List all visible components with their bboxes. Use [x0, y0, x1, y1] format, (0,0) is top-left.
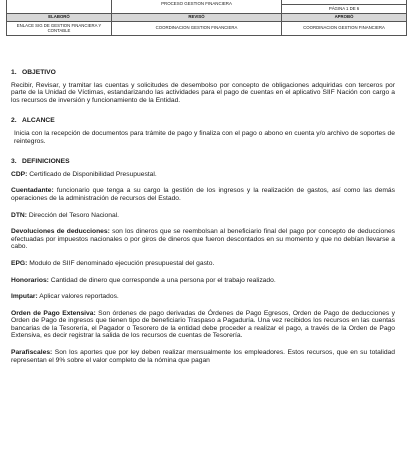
definition-item	[11, 349, 395, 364]
header-logo-cell	[7, 0, 112, 14]
definition-text: funcionario que tenga a su cargo la gestión de los ingresos y la realización de gastos, así como las demás operaciones de la administración de recursos del Estado.	[11, 187, 395, 202]
header-process-title: PROCESO GESTION FINANCIERA	[112, 0, 282, 14]
definition-term: Imputar:	[11, 293, 38, 301]
header-label-aprobo: APROBÓ	[282, 14, 407, 22]
header-label-reviso: REVISÓ	[112, 14, 282, 22]
definition-text: son los dineros que se reembolsan al beneficiario final del pago por concepto de deducciones efectuadas por impuestos nacionales o por giros de dineros que fueron descontados en su momento y que no debían llevarse a cabo.	[11, 228, 396, 251]
definition-text: Son los aportes que por ley deben realizar mensualmente los empleadores. Estos recursos, que en su totalidad representan el 9% sobre el valor completo de la nómina que pagan	[11, 349, 395, 364]
definition-item	[11, 187, 395, 202]
header-page-number: PÁGINA 1 DE 6	[282, 4, 406, 14]
section-number: 1.	[11, 69, 17, 76]
definition-text: Aplicar valores reportados.	[37, 293, 119, 301]
header-value-aprobo: COORDINACION GESTION FINANCIERA	[282, 22, 407, 36]
definition-item	[11, 260, 395, 268]
definition-item	[11, 228, 395, 251]
definition-term: CDP:	[11, 170, 28, 178]
header-value-reviso: COORDINACION GESTION FINANCIERA	[112, 22, 282, 36]
definition-text: Modulo de SIIF denominado ejecución presupuestal del gasto.	[27, 259, 215, 267]
header-value-elaboro: ENLACE SIG DE GESTION FINANCIERA Y CONTABLE	[7, 22, 112, 36]
definition-term: Honorarios:	[11, 276, 49, 284]
header-meta-cell	[282, 0, 407, 14]
section-title: DEFINICIONES	[22, 158, 70, 166]
definition-term: Orden de Pago Extensiva:	[11, 309, 96, 317]
definition-item	[11, 310, 395, 340]
section-heading-alcance	[11, 117, 395, 125]
definition-item	[11, 277, 395, 285]
definition-item	[11, 212, 395, 220]
definition-term: DTN:	[11, 211, 27, 219]
document-body	[11, 69, 395, 373]
section-title: OBJETIVO	[22, 69, 56, 76]
header-label-elaboro: ELABORÓ	[7, 14, 112, 22]
section-text-objetivo: Recibir, Revisar, y tramitar las cuentas y solicitudes de desembolso por concepto de obligaciones adquiridas con terceros por parte de la Unidad de Víctimas, estandarizando las actividades para el pago de cuentas en el aplicativo SIIF Nación con cargo a los recursos de inversión y funcionamiento de la Entidad.	[11, 81, 395, 104]
definition-item	[11, 293, 395, 301]
definition-text: Certificado de Disponibilidad Presupuestal.	[27, 170, 157, 178]
section-number: 3.	[11, 158, 17, 166]
definition-term: Parafiscales:	[11, 349, 53, 357]
section-text-alcance: Inicia con la recepción de documentos para trámite de pago y finaliza con el pago o abono en cuenta y/o archivo de soportes de reintegros.	[14, 129, 395, 145]
definition-term: Devoluciones de deducciones:	[11, 228, 110, 236]
section-heading-objetivo	[11, 69, 395, 77]
definition-text: Cantidad de dinero que corresponde a una persona por el trabajo realizado.	[48, 276, 276, 284]
section-title: ALCANCE	[22, 117, 55, 125]
definition-item	[11, 171, 395, 179]
section-number: 2.	[11, 117, 17, 125]
document-header-table	[6, 0, 407, 36]
definition-term: EPG:	[11, 259, 28, 267]
definition-term: Cuentadante:	[11, 187, 54, 195]
definition-text: Son órdenes de pago derivadas de Órdenes de Pago Egresos, Orden de Pago de deducciones y Orden de Pago de ingresos que tienen tipo de beneficiario Traspaso a Pagaduría. Una vez recibidos los recursos en las cuentas bancarias de la Tesorería, el Pagador o Tesorero de la entidad debe proceder a realizar el pago, a través de la Orden de Pago Extensiva, es decir registrar la salida de los recursos de cuentas de Tesorería.	[11, 309, 395, 340]
definition-text: Dirección del Tesoro Nacional.	[26, 211, 120, 219]
section-heading-definiciones	[11, 158, 395, 166]
